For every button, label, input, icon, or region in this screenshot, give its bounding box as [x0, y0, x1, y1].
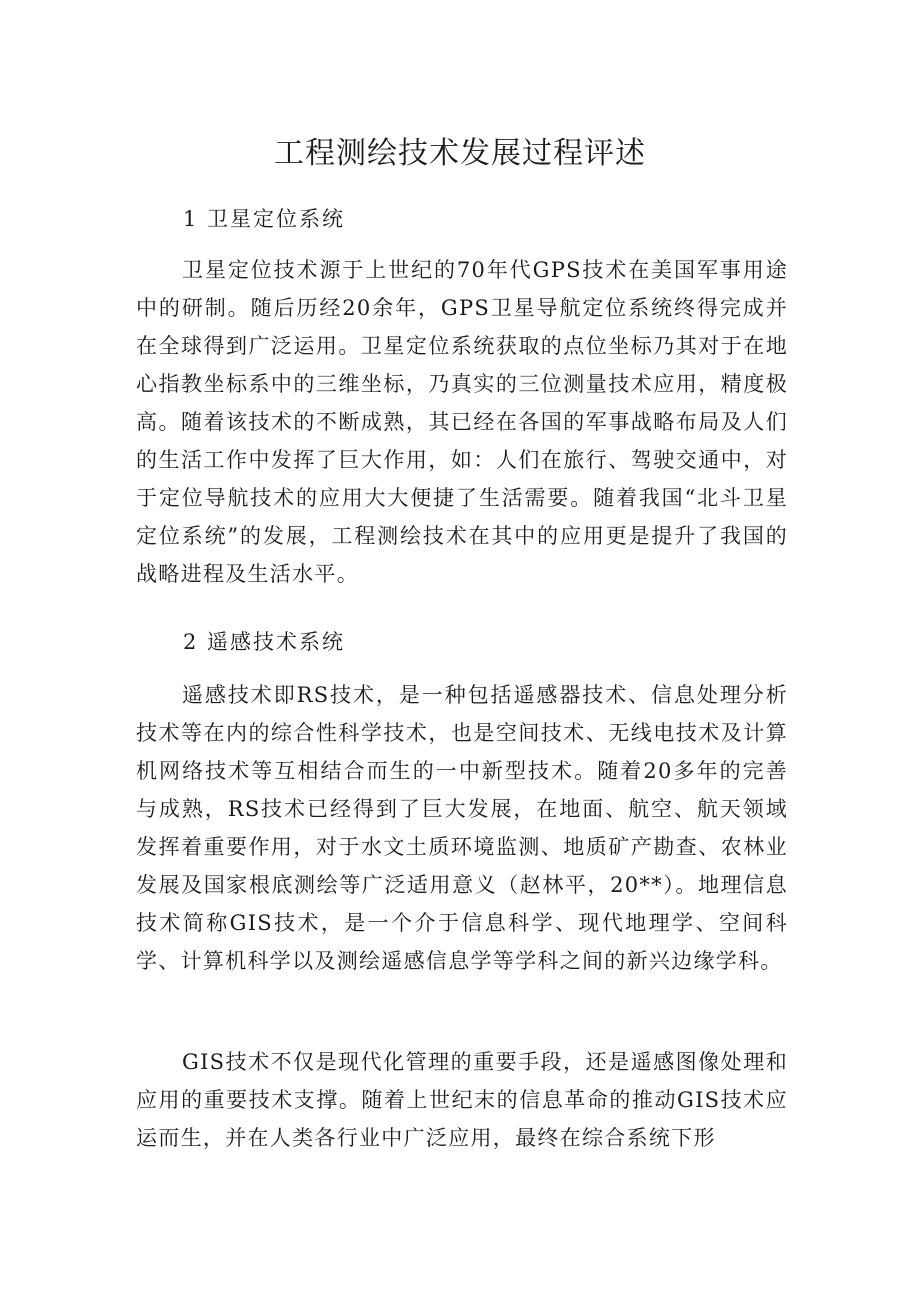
paragraph-satellite-positioning: 卫星定位技术源于上世纪的70年代GPS技术在美国军事用途中的研制。随后历经20余年，GPS卫星导航定位系统终得完成并在全球得到广泛运用。卫星定位系统获取的点位坐标乃其对于在地心指教坐标系中的三维坐标，乃真实的三位测量技术应用，精度极高。随着该技术的不断成熟，其已经在各国的军事战略布局及人们的生活工作中发挥了巨大作用，如：人们在旅行、驾驶交通中，对于定位导航技术的应用大大便捷了生活需要。随着我国“北斗卫星定位系统”的发展，工程测绘技术在其中的应用更是提升了我国的战略进程及生活水平。	[136, 258, 788, 586]
paragraph-gis: GIS技术不仅是现代化管理的重要手段，还是遥感图像处理和应用的重要技术支撑。随着上世纪末的信息革命的推动GIS技术应运而生，并在人类各行业中广泛应用，最终在综合系统下形	[136, 1050, 788, 1150]
document-title: 工程测绘技术发展过程评述	[274, 136, 646, 171]
paragraph-remote-sensing: 遥感技术即RS技术，是一种包括遥感器技术、信息处理分析技术等在内的综合性科学技术，也是空间技术、无线电技术及计算机网络技术等互相结合而生的一中新型技术。随着20多年的完善与成熟，RS技术已经得到了巨大发展，在地面、航空、航天领域发挥着重要作用，对于水文土质环境监测、地质矿产勘查、农林业发展及国家根底测绘等广泛适用意义（赵林平，20**）。地理信息技术简称GIS技术，是一个介于信息科学、现代地理学、空间科学、计算机科学以及测绘遥感信息学等学科之间的新兴边缘学科。	[136, 683, 788, 973]
section-heading-satellite-positioning: 1 卫星定位系统	[183, 207, 346, 231]
section-heading-remote-sensing: 2 遥感技术系统	[183, 630, 346, 654]
